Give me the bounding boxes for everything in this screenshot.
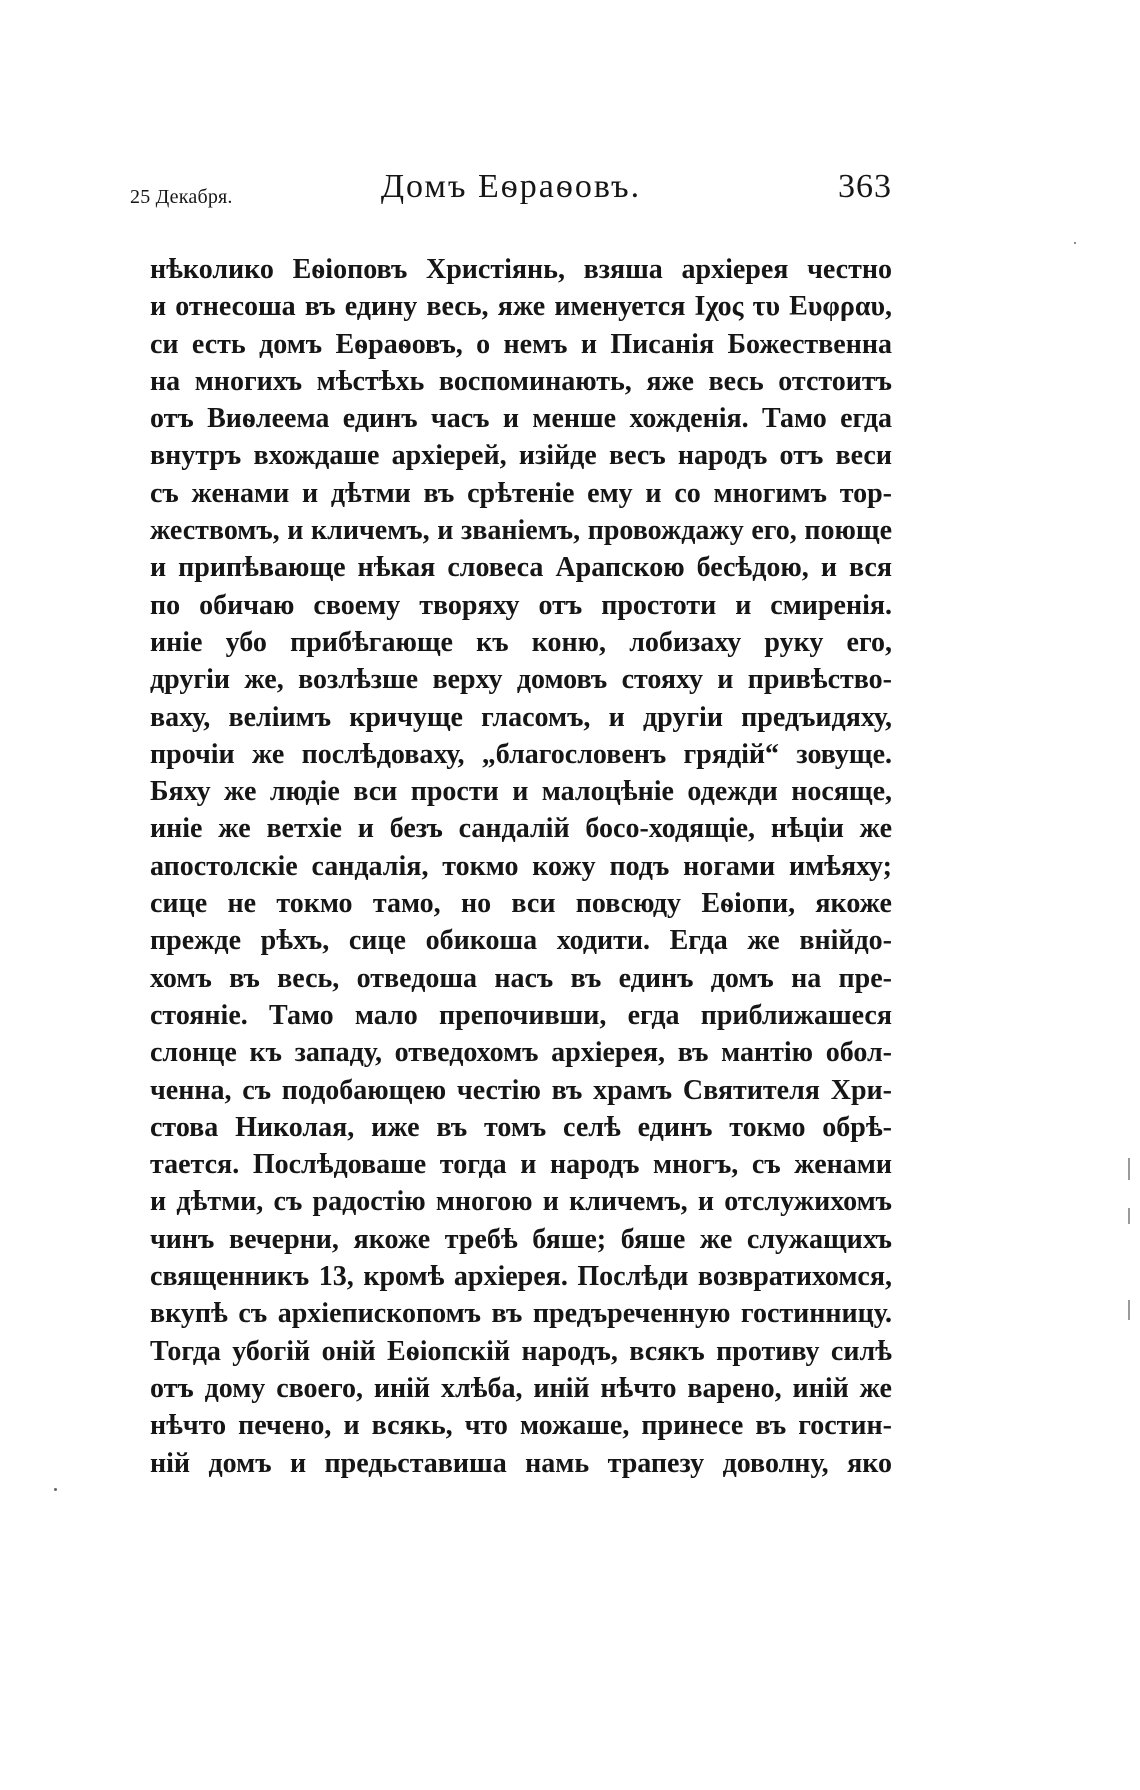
- text-line: ній домъ и предьставиша намь трапезу доволну, яко: [150, 1447, 892, 1479]
- text-line: на многихъ мѣстѣхь воспоминають, яже весь отстоитъ: [150, 365, 892, 397]
- text-line: внутръ вхождаше архіерей, изійде весъ народъ отъ веси: [150, 440, 892, 472]
- page-number: 363: [838, 168, 892, 205]
- text-line: хомъ въ весь, отведоша насъ въ единъ домъ на пре-: [150, 962, 892, 994]
- running-head: [130, 160, 892, 216]
- text-line: нѣколико Еѳіоповъ Христіянь, взяша архіерея честно: [150, 254, 892, 285]
- text-line: стояніе. Тамо мало препочивши, егда приближашеся: [150, 999, 892, 1031]
- text-line: прежде рѣхъ, сице обикоша ходити. Егда же внійдо-: [150, 925, 892, 957]
- text-line: другіи же, возлѣзше верху домовъ стояху и привѣство-: [150, 664, 892, 696]
- text-line: апостолскіе сандалія, токмо кожу подъ ногами имѣяху;: [150, 850, 892, 882]
- header-date: 25 Декабря.: [130, 186, 233, 208]
- text-line: и дѣтми, съ радостію многою и кличемъ, и отслужихомъ: [150, 1186, 892, 1218]
- text-line: вкупѣ съ архіепископомъ въ предъреченную гостинницу.: [150, 1298, 892, 1330]
- text-line: и припѣвающе нѣкая словеса Арапскою бесѣдою, и вся: [150, 552, 892, 584]
- text-line: прочіи же послѣдоваху, „благословенъ грядій“ зовуще.: [150, 738, 892, 770]
- text-line: священникъ 13, кромѣ архіерея. Послѣди возвратихомся,: [150, 1261, 892, 1293]
- text-line: ваху, веліимъ кричуще гласомъ, и другіи предъидяху,: [150, 701, 892, 733]
- text-line: ченна, съ подобающею честію въ храмъ Святителя Хри-: [150, 1074, 892, 1106]
- scan-edge-mark: [1128, 1208, 1130, 1224]
- text-line: иніе убо прибѣгающе къ коню, лобизаху руку его,: [150, 626, 892, 658]
- text-line: сице не токмо тамо, но вси повсюду Еѳіопи, якоже: [150, 888, 892, 920]
- text-line: по обичаю своему творяху отъ простоти и смиренія.: [150, 589, 892, 621]
- text-line: Тогда убогій оній Еѳіопскій народъ, всякъ противу силѣ: [150, 1335, 892, 1367]
- scan-edge-mark: [1128, 1158, 1130, 1180]
- text-line: чинъ вечерни, якоже требѣ бяше; бяше же служащихъ: [150, 1223, 892, 1255]
- text-line: иніе же ветхіе и безъ сандалій босо-ходящіе, нѣціи же: [150, 813, 892, 845]
- text-line: отъ дому своего, иній хлѣба, иній нѣчто варено, иній же: [150, 1372, 892, 1404]
- text-line: и отнесоша въ едину весь, яже именуется Ιχος τυ Ευφραυ,: [150, 291, 892, 323]
- scan-speck: [1074, 242, 1076, 244]
- text-line: си есть домъ Еѳраѳовъ, о немъ и Писанія Божественна: [150, 328, 892, 360]
- running-title: Домъ Еѳраѳовъ.: [380, 168, 642, 205]
- text-line: тается. Послѣдоваше тогда и народъ многъ, съ женами: [150, 1149, 892, 1181]
- scan-speck: [54, 1488, 57, 1491]
- text-line: нѣчто печено, и всякь, что можаше, принесе въ гостин-: [150, 1410, 892, 1442]
- text-line: слонце къ западу, отведохомъ архіерея, въ мантію обол-: [150, 1037, 892, 1069]
- text-line: отъ Виѳлеема единъ часъ и менше хожденія. Тамо егда: [150, 403, 892, 435]
- body-text: [150, 251, 892, 1482]
- text-line: стова Николая, иже въ томъ селѣ единъ токмо обрѣ-: [150, 1111, 892, 1143]
- scan-edge-mark: [1128, 1300, 1130, 1320]
- text-line: жествомъ, и кличемъ, и званіемъ, провождажу его, поюще: [150, 515, 892, 547]
- text-line: съ женами и дѣтми въ срѣтеніе ему и со многимъ тор-: [150, 477, 892, 509]
- text-line: Бяху же людіе вси прости и малоцѣніе одежди носяще,: [150, 776, 892, 808]
